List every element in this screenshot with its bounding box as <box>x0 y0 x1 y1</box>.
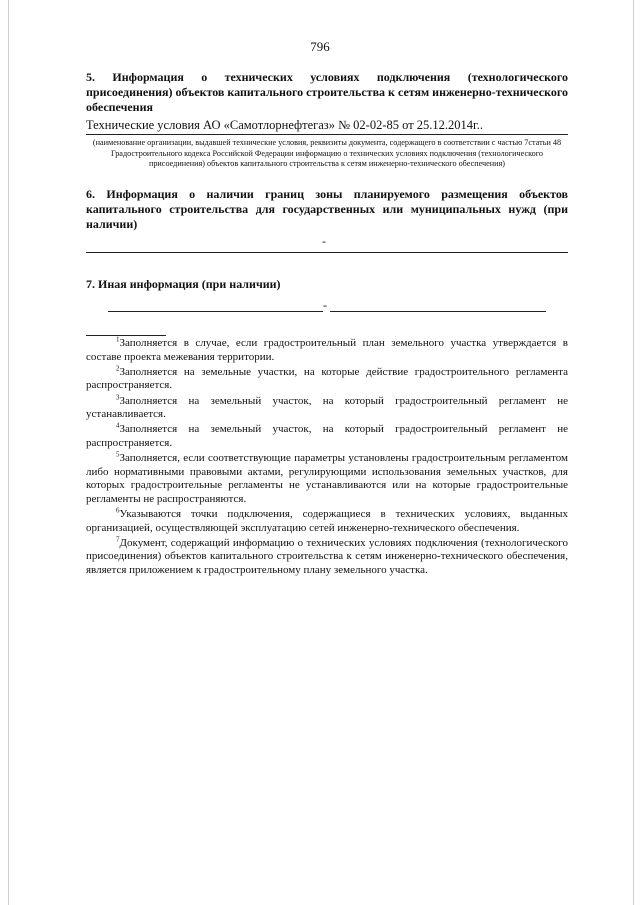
section-5-heading <box>86 70 568 115</box>
footnote-5 <box>86 452 568 506</box>
footnote-3 <box>86 392 568 422</box>
section-5-number: 5. <box>86 70 95 84</box>
section-7-underline-left <box>108 311 323 312</box>
section-5-caption: (наименование организации, выдавшей технические условия, реквизиты документа, содержащего в соответствии с частью 7статьи 48 Градостроительного кодекса Российской Федерации информацию о технических условиях подключения (технологического присоединения) объектов капитального строительства к сетям инженерно-технического обеспечения) <box>92 138 562 168</box>
footnote-3-text: Заполняется на земельный участок, на который градостроительный регламент не устанавливается. <box>86 394 568 421</box>
section-5-title: Информация о технических условиях подключения (технологического присоединения) объектов капитального строительства к сетям инженерно-технического обеспечения <box>86 70 568 114</box>
section-7 <box>86 277 568 314</box>
footnote-separator <box>86 335 166 336</box>
section-7-heading <box>86 277 568 292</box>
footnote-7-text: Документ, содержащий информацию о технических условиях подключения (технологического присоединения) объектов капитального строительства к сетям инженерно-технического обеспечения, является приложением к градостроительному плану земельного участка. <box>86 536 568 577</box>
footnote-3-mark: 3 <box>116 392 120 401</box>
footnote-2 <box>86 366 568 393</box>
footnote-4 <box>86 423 568 450</box>
footnote-6 <box>86 508 568 535</box>
footnote-6-text: Указываются точки подключения, содержащиеся в технических условиях, выданных организацией, осуществляющей эксплуатацию сетей инженерно-технического обеспечения. <box>86 508 568 534</box>
page-number: 796 <box>310 39 330 54</box>
section-6-fill-line <box>86 234 568 253</box>
section-5 <box>86 70 568 170</box>
section-7-fill-line <box>86 294 568 314</box>
footnote-2-text: Заполняется на земельные участки, на которые действие градостроительного регламента распространяется. <box>86 365 568 392</box>
footnote-7 <box>86 537 568 578</box>
section-7-title: Иная информация (при наличии) <box>98 277 281 291</box>
footnote-4-mark: 4 <box>116 421 120 430</box>
section-7-number: 7. <box>86 277 95 291</box>
section-6-heading <box>86 187 568 232</box>
footnote-4-text: Заполняется на земельный участок, на который градостроительный регламент не распространяется. <box>86 423 568 449</box>
footnote-7-mark: 7 <box>116 535 120 544</box>
section-6-title: Информация о наличии границ зоны планируемого размещения объектов капитального строительства для государственных или муниципальных нужд (при наличии) <box>86 187 568 231</box>
footnote-2-mark: 2 <box>116 364 120 373</box>
footnote-5-text: Заполняется, если соответствующие параметры установлены градостроительным регламентом либо нормативными правовыми актами, регулирующими использования земельных участков, для которых градостроительные регламенты не устанавливаются или на которые градостроительные регламенты не распространяются. <box>86 452 568 505</box>
section-6 <box>86 187 568 253</box>
footnote-1 <box>86 337 568 364</box>
scan-edge-left <box>8 0 9 905</box>
footnote-5-mark: 5 <box>116 450 120 459</box>
section-5-value: Технические условия АО «Самотлорнефтегаз» № 02-02-85 от 25.12.2014г.. <box>86 117 568 135</box>
scan-edge-right <box>633 0 634 905</box>
section-7-value: - <box>323 298 327 312</box>
footnotes <box>86 337 568 579</box>
section-6-value: - <box>322 234 326 248</box>
section-7-underline-right <box>330 311 546 312</box>
footnote-1-text: Заполняется в случае, если градостроительный план земельного участка утверждается в составе проекта межевания территории. <box>86 337 568 363</box>
footnote-6-mark: 6 <box>116 506 120 515</box>
section-6-number: 6. <box>86 187 95 201</box>
footnote-1-mark: 1 <box>116 335 120 344</box>
